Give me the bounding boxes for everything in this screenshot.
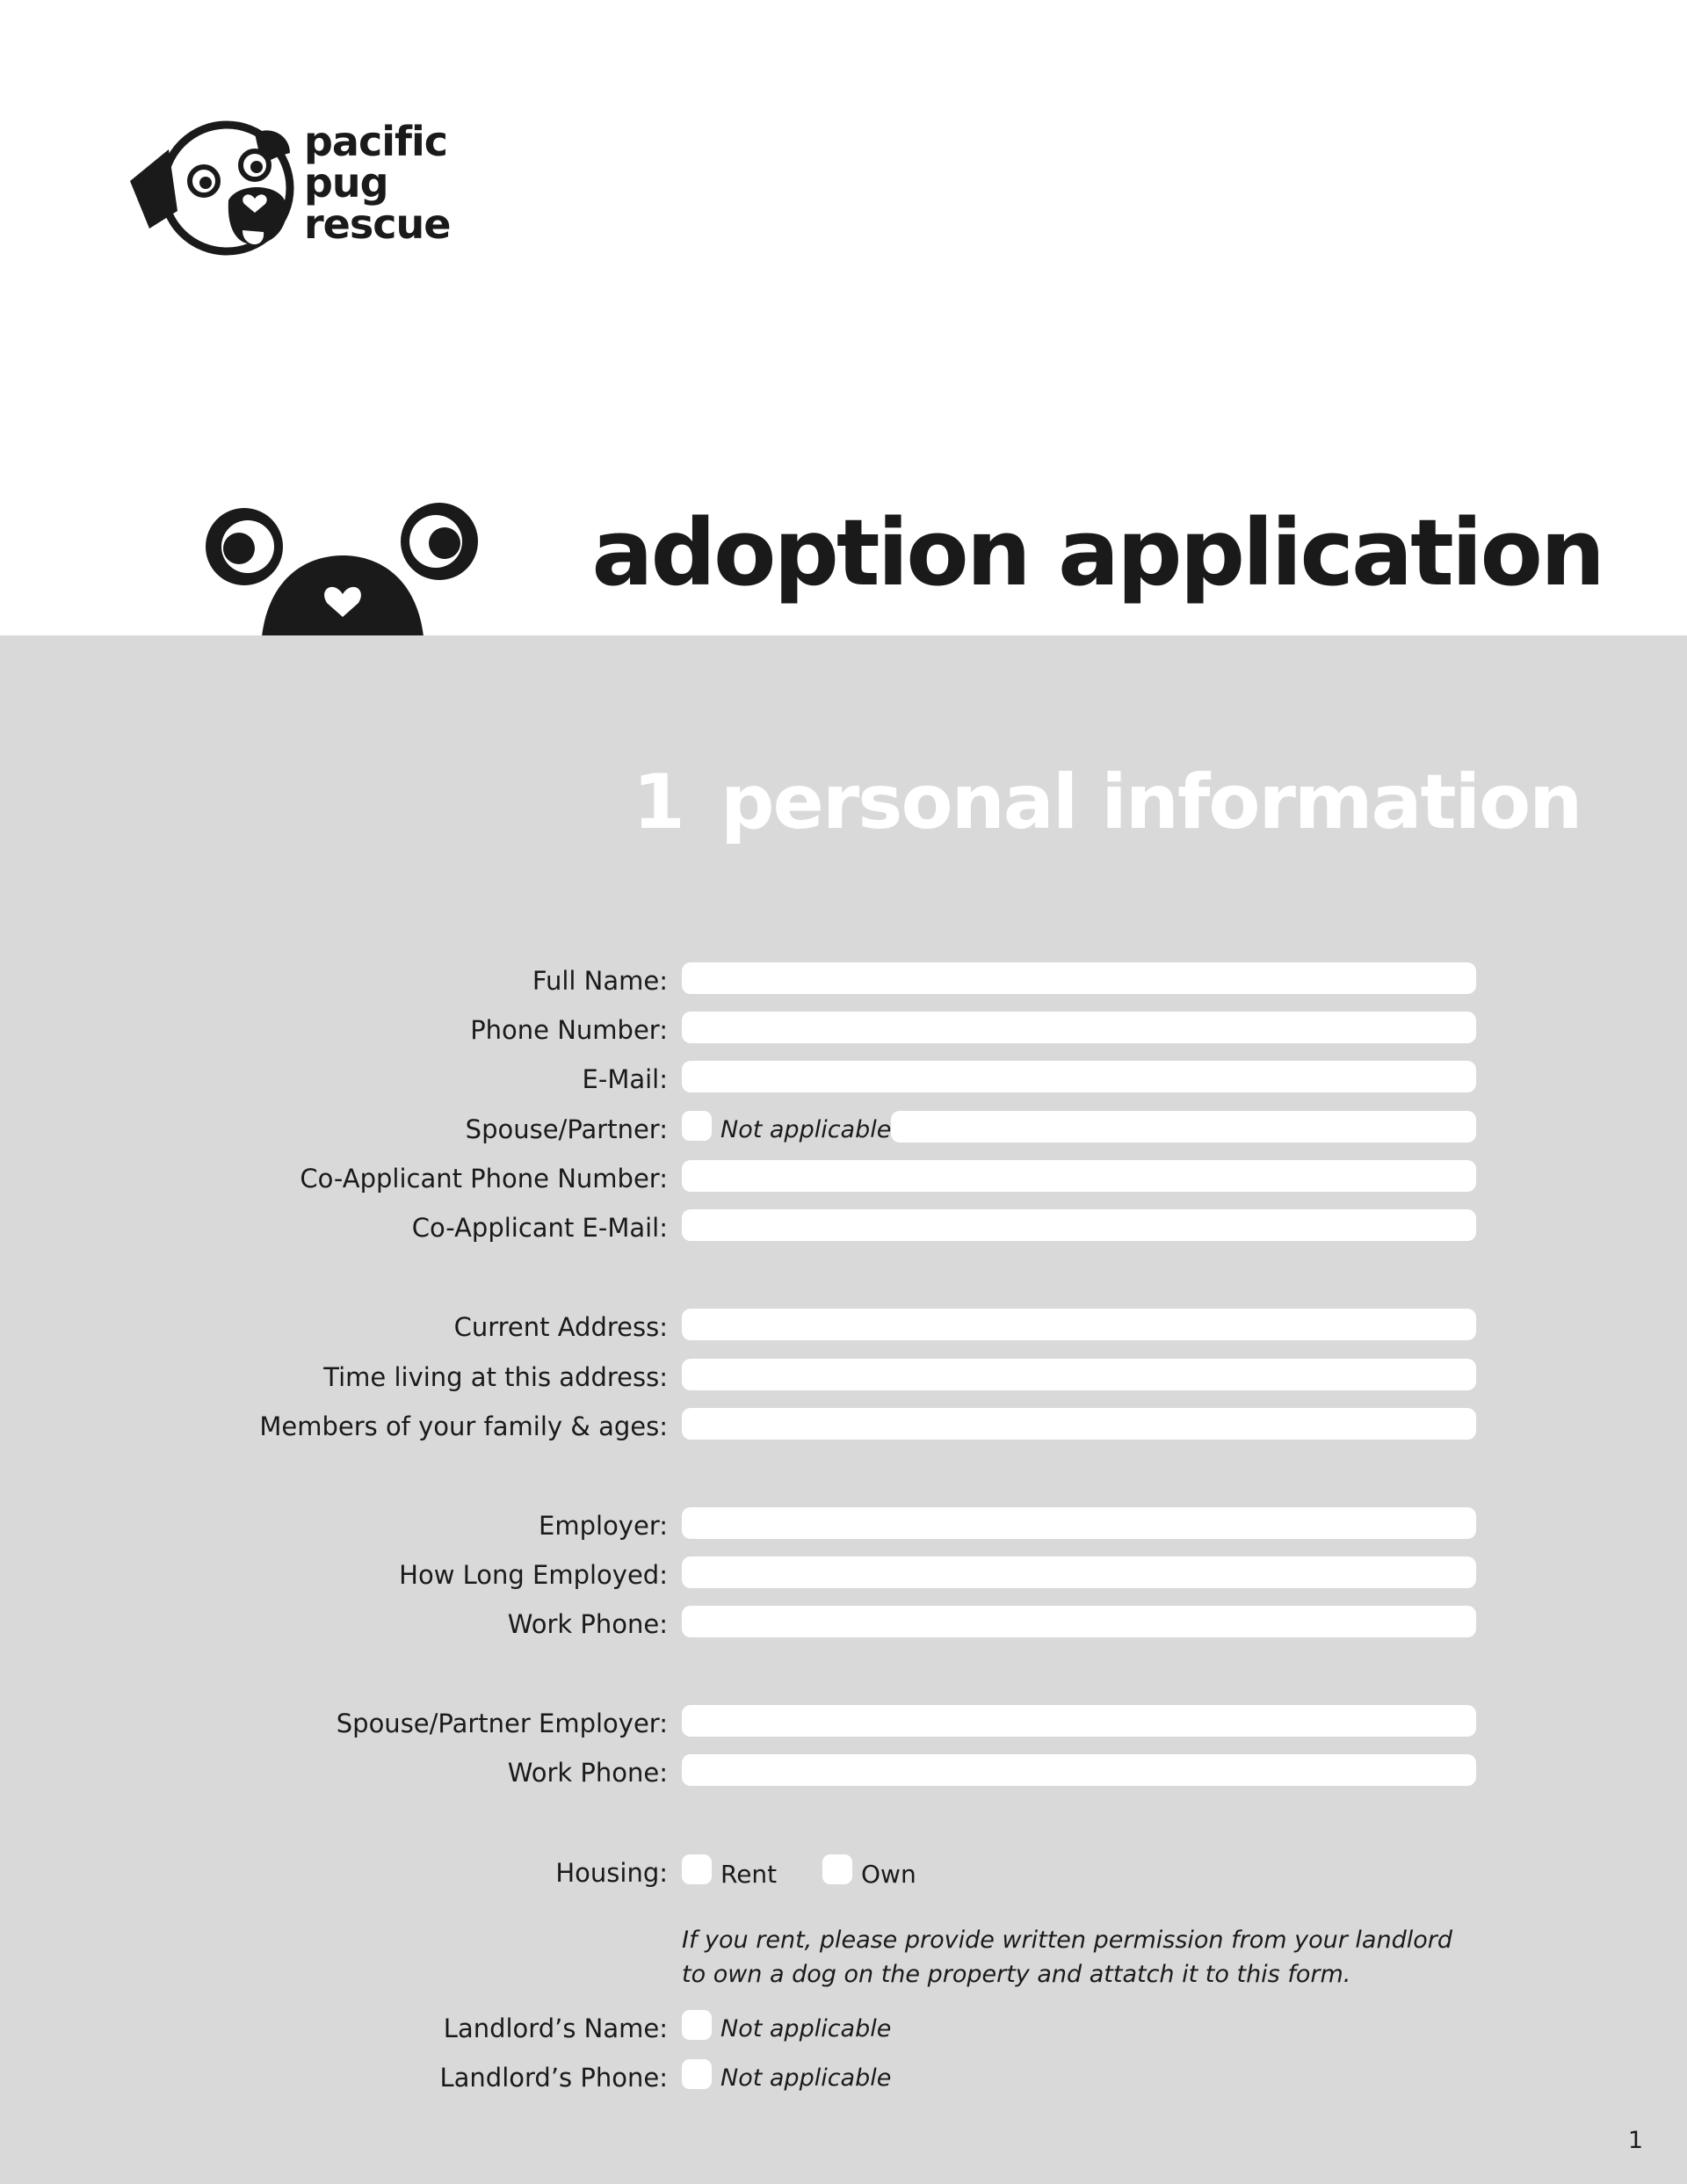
spouse-work-phone-label: Work Phone: <box>507 1758 668 1788</box>
row-full-name <box>0 962 1687 998</box>
page-number: 1 <box>1627 2127 1643 2154</box>
landlord-phone-label: Landlord’s Phone: <box>439 2063 668 2093</box>
how-long-employed-label: How Long Employed: <box>399 1560 668 1590</box>
landlord-phone-not-applicable-checkbox[interactable] <box>682 2059 712 2089</box>
spouse-work-phone-field[interactable] <box>682 1754 1476 1786</box>
co-applicant-phone-field[interactable] <box>682 1160 1476 1192</box>
full-name-label: Full Name: <box>532 966 668 996</box>
row-co-applicant-phone <box>0 1160 1687 1195</box>
spouse-not-applicable-label: Not applicable <box>720 1116 892 1143</box>
landlord-phone-not-applicable-label: Not applicable <box>720 2064 892 2092</box>
row-landlord-phone <box>0 2059 1687 2094</box>
housing-own-checkbox[interactable] <box>822 1854 852 1884</box>
how-long-employed-field[interactable] <box>682 1556 1476 1588</box>
row-how-long-employed <box>0 1556 1687 1592</box>
rental-permission-note <box>682 1923 1452 1992</box>
co-applicant-phone-label: Co-Applicant Phone Number: <box>300 1164 668 1194</box>
housing-rent-label: Rent <box>720 1860 778 1889</box>
row-landlord-name <box>0 2010 1687 2045</box>
housing-label: Housing: <box>555 1858 668 1888</box>
phone-number-field[interactable] <box>682 1012 1476 1043</box>
logo-line-3: rescue <box>304 200 451 248</box>
pug-face-logo-icon <box>123 112 299 262</box>
logo-line-2: pug <box>304 159 388 207</box>
family-members-label: Members of your family & ages: <box>259 1411 668 1441</box>
spouse-partner-label: Spouse/Partner: <box>465 1114 668 1144</box>
spouse-partner-field[interactable] <box>891 1111 1476 1143</box>
section-heading <box>633 758 1581 846</box>
housing-rent-checkbox[interactable] <box>682 1854 712 1884</box>
logo-line-1: pacific <box>304 118 448 165</box>
rental-note-line-2: to own a dog on the property and attatch it to this form. <box>682 1961 1351 1988</box>
spouse-not-applicable-checkbox[interactable] <box>682 1111 712 1141</box>
row-co-applicant-email <box>0 1209 1687 1244</box>
row-housing <box>0 1854 1687 1890</box>
landlord-name-not-applicable-label: Not applicable <box>720 2015 892 2043</box>
rental-note-line-1: If you rent, please provide written permission from your landlord <box>682 1926 1452 1954</box>
work-phone-field[interactable] <box>682 1606 1476 1637</box>
row-work-phone <box>0 1606 1687 1641</box>
row-time-at-address <box>0 1359 1687 1394</box>
time-at-address-field[interactable] <box>682 1359 1476 1390</box>
section-number: 1 <box>633 758 684 846</box>
employer-field[interactable] <box>682 1507 1476 1539</box>
email-field[interactable] <box>682 1061 1476 1092</box>
row-spouse-partner <box>0 1111 1687 1146</box>
time-at-address-label: Time living at this address: <box>323 1362 668 1392</box>
housing-own-label: Own <box>861 1860 916 1889</box>
row-email <box>0 1061 1687 1096</box>
phone-number-label: Phone Number: <box>470 1015 668 1045</box>
section-title: personal information <box>720 758 1582 846</box>
spouse-employer-field[interactable] <box>682 1705 1476 1737</box>
peeking-pug-icon <box>195 503 494 636</box>
row-current-address <box>0 1309 1687 1344</box>
logo <box>123 112 457 271</box>
work-phone-label: Work Phone: <box>507 1609 668 1639</box>
email-label: E-Mail: <box>582 1064 668 1094</box>
family-members-field[interactable] <box>682 1408 1476 1440</box>
spouse-employer-label: Spouse/Partner Employer: <box>336 1709 668 1738</box>
co-applicant-email-label: Co-Applicant E-Mail: <box>411 1213 668 1243</box>
form-panel <box>0 635 1687 2184</box>
document-title: adoption application <box>591 499 1603 606</box>
landlord-name-not-applicable-checkbox[interactable] <box>682 2010 712 2040</box>
row-employer <box>0 1507 1687 1542</box>
current-address-label: Current Address: <box>453 1312 668 1342</box>
co-applicant-email-field[interactable] <box>682 1209 1476 1241</box>
row-phone-number <box>0 1012 1687 1047</box>
row-family-members <box>0 1408 1687 1443</box>
row-spouse-employer <box>0 1705 1687 1740</box>
landlord-name-label: Landlord’s Name: <box>443 2013 668 2043</box>
logo-wordmark <box>304 118 451 248</box>
full-name-field[interactable] <box>682 962 1476 994</box>
current-address-field[interactable] <box>682 1309 1476 1340</box>
employer-label: Employer: <box>539 1511 668 1541</box>
row-spouse-work-phone <box>0 1754 1687 1789</box>
